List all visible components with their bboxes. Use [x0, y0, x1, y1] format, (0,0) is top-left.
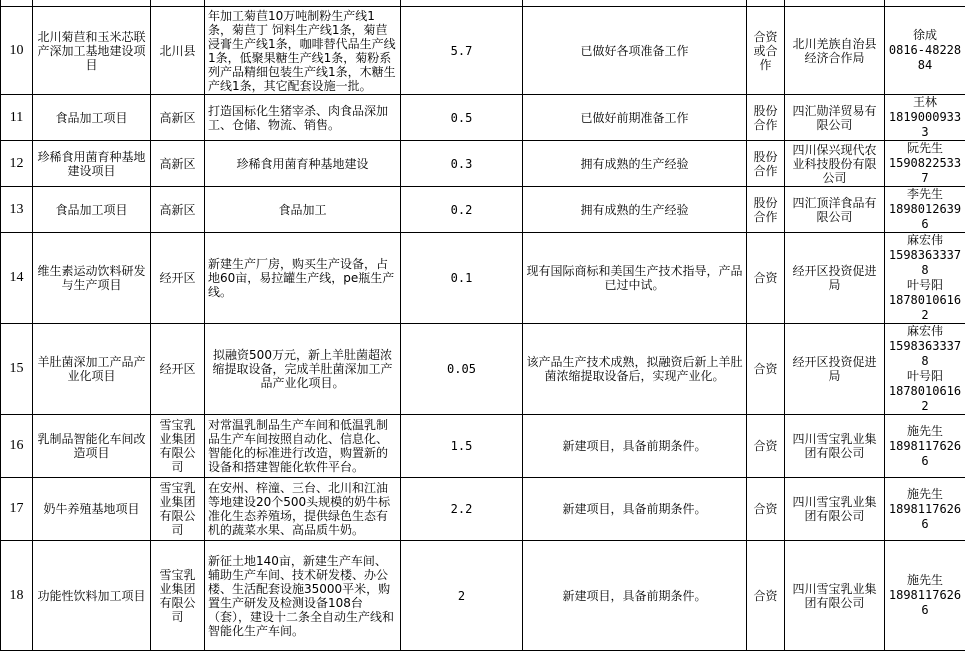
- cooperation-mode: 合资: [747, 478, 785, 541]
- project-content: 对常温乳制品生产车间和低温乳制品生产车间按照自动化、信息化、智能化的标准进行改造，购置新的设备和搭建智能化软件平台。: [205, 415, 401, 478]
- investment: 1.5: [401, 415, 523, 478]
- contact-phone: 18780106162: [888, 293, 962, 323]
- row-number: 13: [1, 187, 33, 233]
- investment: 0.1: [401, 233, 523, 324]
- row-number: 10: [1, 7, 33, 95]
- contact-name: 叶号阳: [888, 278, 962, 293]
- region: 经开区: [151, 324, 205, 415]
- investment: 0.05: [401, 324, 523, 415]
- cooperation-mode: 合资: [747, 324, 785, 415]
- contact-phone: 15983633378: [888, 248, 962, 278]
- contact: [885, 141, 965, 187]
- project-name: 食品加工项目: [33, 187, 151, 233]
- table-row: [1, 187, 965, 233]
- cooperation-mode: 合资: [747, 415, 785, 478]
- contact-phone: 18981176266: [888, 502, 962, 532]
- contact-phone: 15983633378: [888, 339, 962, 369]
- contact-name: 徐成: [888, 28, 962, 43]
- contact-phone: 18190009333: [888, 110, 962, 140]
- project-name: 珍稀食用菌育种基地建设项目: [33, 141, 151, 187]
- cooperation-mode: 合资: [747, 541, 785, 651]
- project-name: 羊肚菌深加工产品产业化项目: [33, 324, 151, 415]
- progress: 新建项目，具备前期条件。: [523, 478, 747, 541]
- table-row: [1, 415, 965, 478]
- investment: 2: [401, 541, 523, 651]
- project-name: 维生素运动饮料研发与生产项目: [33, 233, 151, 324]
- investment: 0.5: [401, 95, 523, 141]
- project-name: 乳制品智能化车间改造项目: [33, 415, 151, 478]
- region: 高新区: [151, 187, 205, 233]
- contact-phone: 18981176266: [888, 439, 962, 469]
- row-number: 12: [1, 141, 33, 187]
- contact-phone: 18981176266: [888, 588, 962, 618]
- region: 雪宝乳业集团有限公司: [151, 541, 205, 651]
- organization: 四川雪宝乳业集团有限公司: [785, 415, 885, 478]
- investment: 5.7: [401, 7, 523, 95]
- organization: 四川雪宝乳业集团有限公司: [785, 541, 885, 651]
- region: 北川县: [151, 7, 205, 95]
- contact: [885, 478, 965, 541]
- cooperation-mode: 股份合作: [747, 141, 785, 187]
- cooperation-mode: 股份合作: [747, 95, 785, 141]
- contact: [885, 541, 965, 651]
- project-content: 年加工菊苣10万吨制粉生产线1条，菊苣丁 饲料生产线1条，菊苣浸膏生产线1条，咖啡替代品生产线1条，低聚果糖生产线1条，菊粉系列产品精细包装生产线1条，木糖生产线1条，其它配套设施一批。: [205, 7, 401, 95]
- project-name: 奶牛养殖基地项目: [33, 478, 151, 541]
- organization: 四汇勋洋贸易有限公司: [785, 95, 885, 141]
- region: 高新区: [151, 141, 205, 187]
- contact: [885, 324, 965, 415]
- region: 高新区: [151, 95, 205, 141]
- table-row: [1, 233, 965, 324]
- contact-name: 施先生: [888, 487, 962, 502]
- contact: [885, 95, 965, 141]
- project-content: 珍稀食用菌育种基地建设: [205, 141, 401, 187]
- contact-name: 王林: [888, 95, 962, 110]
- contact: [885, 415, 965, 478]
- contact-name: 施先生: [888, 424, 962, 439]
- contact-name: 阮先生: [888, 141, 962, 156]
- table-row: [1, 478, 965, 541]
- table-row: [1, 95, 965, 141]
- investment: 0.3: [401, 141, 523, 187]
- organization: 四川雪宝乳业集团有限公司: [785, 478, 885, 541]
- cooperation-mode: 合资或合作: [747, 7, 785, 95]
- organization: 北川羌族自治县经济合作局: [785, 7, 885, 95]
- contact: [885, 187, 965, 233]
- contact-phone: 18980126396: [888, 202, 962, 232]
- organization: 四汇顶洋食品有限公司: [785, 187, 885, 233]
- progress: 已做好前期准备工作: [523, 95, 747, 141]
- contact-phone: 0816-4822884: [888, 43, 962, 73]
- progress: 该产品生产技术成熟，拟融资后新上羊肚菌浓缩提取设备后，实现产业化。: [523, 324, 747, 415]
- project-content: 在安州、梓潼、三台、北川和江油等地建设20个500头规模的奶牛标准化生态养殖场，提供绿色生态有机的蔬菜水果、高品质牛奶。: [205, 478, 401, 541]
- progress: 拥有成熟的生产经验: [523, 187, 747, 233]
- organization: 经开区投资促进局: [785, 324, 885, 415]
- project-content: 食品加工: [205, 187, 401, 233]
- table-row: [1, 324, 965, 415]
- progress: 已做好各项准备工作: [523, 7, 747, 95]
- project-content: 新建生产厂房，购买生产设备，占地60亩，易拉罐生产线，pe瓶生产线。: [205, 233, 401, 324]
- project-content: 打造国标化生猪宰杀、肉食品深加工、仓储、物流、销售。: [205, 95, 401, 141]
- region: 经开区: [151, 233, 205, 324]
- organization: 四川保兴现代农业科技股份有限公司: [785, 141, 885, 187]
- region: 雪宝乳业集团有限公司: [151, 415, 205, 478]
- row-number: 18: [1, 541, 33, 651]
- investment: 2.2: [401, 478, 523, 541]
- project-name: 功能性饮料加工项目: [33, 541, 151, 651]
- row-number: 11: [1, 95, 33, 141]
- row-number: 14: [1, 233, 33, 324]
- contact-name: 李先生: [888, 187, 962, 202]
- contact-name: 麻宏伟: [888, 233, 962, 248]
- table-row: [1, 141, 965, 187]
- project-content: 新征土地140亩，新建生产车间、辅助生产车间、技术研发楼、办公楼、生活配套设施35000平米，购置生产研发及检测设备108台（套），建设十二条全自动生产线和智能化生产车间。: [205, 541, 401, 651]
- region: 雪宝乳业集团有限公司: [151, 478, 205, 541]
- contact-name: 麻宏伟: [888, 324, 962, 339]
- contact-phone: 18780106162: [888, 384, 962, 414]
- progress: 现有国际商标和美国生产技术指导，产品已过中试。: [523, 233, 747, 324]
- row-number: 15: [1, 324, 33, 415]
- project-name: 食品加工项目: [33, 95, 151, 141]
- project-content: 拟融资500万元，新上羊肚菌超浓缩提取设备，完成羊肚菌深加工产品产业化项目。: [205, 324, 401, 415]
- organization: 经开区投资促进局: [785, 233, 885, 324]
- table-row: [1, 541, 965, 651]
- row-number: 17: [1, 478, 33, 541]
- contact: [885, 7, 965, 95]
- cooperation-mode: 股份合作: [747, 187, 785, 233]
- contact-name: 叶号阳: [888, 369, 962, 384]
- row-number: 16: [1, 415, 33, 478]
- investment: 0.2: [401, 187, 523, 233]
- contact-phone: 15908225337: [888, 156, 962, 186]
- progress: 拥有成熟的生产经验: [523, 141, 747, 187]
- table-row: [1, 7, 965, 95]
- cooperation-mode: 合资: [747, 233, 785, 324]
- contact-name: 施先生: [888, 573, 962, 588]
- progress: 新建项目，具备前期条件。: [523, 415, 747, 478]
- contact: [885, 233, 965, 324]
- progress: 新建项目，具备前期条件。: [523, 541, 747, 651]
- project-name: 北川菊苣和玉米芯联产深加工基地建设项目: [33, 7, 151, 95]
